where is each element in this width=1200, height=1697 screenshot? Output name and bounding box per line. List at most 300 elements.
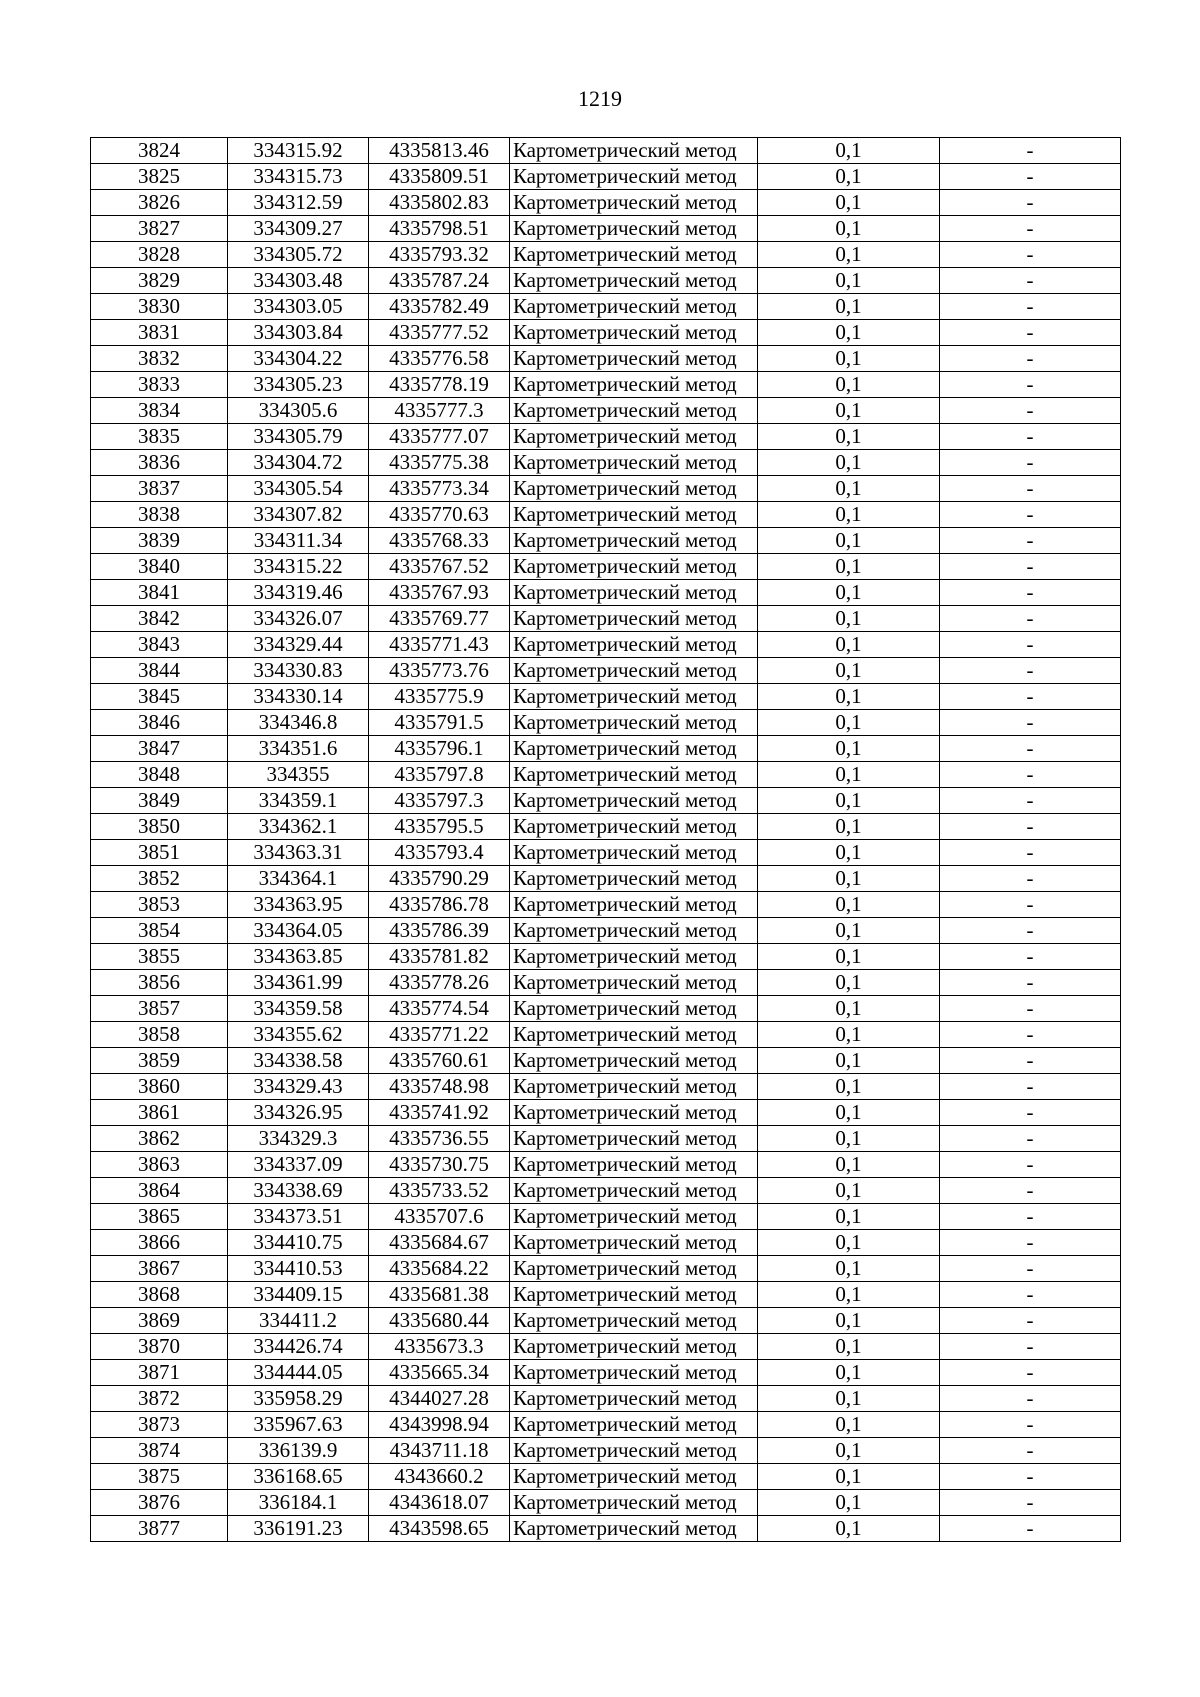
accuracy-cell: 0,1 bbox=[758, 684, 940, 710]
table-row bbox=[91, 1516, 1121, 1542]
method-cell: Картометрический метод bbox=[510, 866, 758, 892]
table-row bbox=[91, 1386, 1121, 1412]
y-coordinate-cell: 4335777.3 bbox=[369, 398, 510, 424]
method-cell: Картометрический метод bbox=[510, 762, 758, 788]
method-cell: Картометрический метод bbox=[510, 918, 758, 944]
point-number-cell: 3830 bbox=[91, 294, 228, 320]
table-row bbox=[91, 1178, 1121, 1204]
table-row bbox=[91, 1204, 1121, 1230]
accuracy-cell: 0,1 bbox=[758, 944, 940, 970]
accuracy-cell: 0,1 bbox=[758, 866, 940, 892]
accuracy-cell: 0,1 bbox=[758, 1516, 940, 1542]
y-coordinate-cell: 4343598.65 bbox=[369, 1516, 510, 1542]
description-cell: - bbox=[940, 372, 1121, 398]
point-number-cell: 3858 bbox=[91, 1022, 228, 1048]
accuracy-cell: 0,1 bbox=[758, 762, 940, 788]
table-row bbox=[91, 580, 1121, 606]
method-cell: Картометрический метод bbox=[510, 242, 758, 268]
point-number-cell: 3867 bbox=[91, 1256, 228, 1282]
point-number-cell: 3838 bbox=[91, 502, 228, 528]
point-number-cell: 3863 bbox=[91, 1152, 228, 1178]
method-cell: Картометрический метод bbox=[510, 190, 758, 216]
x-coordinate-cell: 334319.46 bbox=[228, 580, 369, 606]
table-row bbox=[91, 632, 1121, 658]
method-cell: Картометрический метод bbox=[510, 736, 758, 762]
x-coordinate-cell: 334364.05 bbox=[228, 918, 369, 944]
method-cell: Картометрический метод bbox=[510, 970, 758, 996]
x-coordinate-cell: 334315.22 bbox=[228, 554, 369, 580]
method-cell: Картометрический метод bbox=[510, 502, 758, 528]
x-coordinate-cell: 334337.09 bbox=[228, 1152, 369, 1178]
description-cell: - bbox=[940, 1334, 1121, 1360]
description-cell: - bbox=[940, 710, 1121, 736]
point-number-cell: 3873 bbox=[91, 1412, 228, 1438]
accuracy-cell: 0,1 bbox=[758, 632, 940, 658]
y-coordinate-cell: 4335673.3 bbox=[369, 1334, 510, 1360]
description-cell: - bbox=[940, 1386, 1121, 1412]
x-coordinate-cell: 334326.07 bbox=[228, 606, 369, 632]
table-row bbox=[91, 372, 1121, 398]
accuracy-cell: 0,1 bbox=[758, 814, 940, 840]
description-cell: - bbox=[940, 1022, 1121, 1048]
method-cell: Картометрический метод bbox=[510, 528, 758, 554]
point-number-cell: 3854 bbox=[91, 918, 228, 944]
y-coordinate-cell: 4343618.07 bbox=[369, 1490, 510, 1516]
y-coordinate-cell: 4335775.38 bbox=[369, 450, 510, 476]
point-number-cell: 3855 bbox=[91, 944, 228, 970]
table-row bbox=[91, 424, 1121, 450]
accuracy-cell: 0,1 bbox=[758, 502, 940, 528]
x-coordinate-cell: 334338.69 bbox=[228, 1178, 369, 1204]
method-cell: Картометрический метод bbox=[510, 1464, 758, 1490]
y-coordinate-cell: 4335793.4 bbox=[369, 840, 510, 866]
accuracy-cell: 0,1 bbox=[758, 450, 940, 476]
table-row bbox=[91, 996, 1121, 1022]
point-number-cell: 3874 bbox=[91, 1438, 228, 1464]
point-number-cell: 3832 bbox=[91, 346, 228, 372]
accuracy-cell: 0,1 bbox=[758, 346, 940, 372]
x-coordinate-cell: 334444.05 bbox=[228, 1360, 369, 1386]
table-row bbox=[91, 840, 1121, 866]
y-coordinate-cell: 4335778.19 bbox=[369, 372, 510, 398]
y-coordinate-cell: 4335684.67 bbox=[369, 1230, 510, 1256]
method-cell: Картометрический метод bbox=[510, 658, 758, 684]
accuracy-cell: 0,1 bbox=[758, 736, 940, 762]
accuracy-cell: 0,1 bbox=[758, 1256, 940, 1282]
point-number-cell: 3836 bbox=[91, 450, 228, 476]
description-cell: - bbox=[940, 1490, 1121, 1516]
x-coordinate-cell: 334303.48 bbox=[228, 268, 369, 294]
method-cell: Картометрический метод bbox=[510, 1152, 758, 1178]
method-cell: Картометрический метод bbox=[510, 346, 758, 372]
point-number-cell: 3877 bbox=[91, 1516, 228, 1542]
x-coordinate-cell: 334426.74 bbox=[228, 1334, 369, 1360]
x-coordinate-cell: 336184.1 bbox=[228, 1490, 369, 1516]
accuracy-cell: 0,1 bbox=[758, 1282, 940, 1308]
table-row bbox=[91, 294, 1121, 320]
table-row bbox=[91, 1022, 1121, 1048]
description-cell: - bbox=[940, 1282, 1121, 1308]
x-coordinate-cell: 334315.73 bbox=[228, 164, 369, 190]
x-coordinate-cell: 334411.2 bbox=[228, 1308, 369, 1334]
description-cell: - bbox=[940, 736, 1121, 762]
table-row bbox=[91, 1282, 1121, 1308]
method-cell: Картометрический метод bbox=[510, 1204, 758, 1230]
description-cell: - bbox=[940, 684, 1121, 710]
point-number-cell: 3857 bbox=[91, 996, 228, 1022]
x-coordinate-cell: 334338.58 bbox=[228, 1048, 369, 1074]
description-cell: - bbox=[940, 502, 1121, 528]
y-coordinate-cell: 4335767.93 bbox=[369, 580, 510, 606]
x-coordinate-cell: 334307.82 bbox=[228, 502, 369, 528]
description-cell: - bbox=[940, 216, 1121, 242]
method-cell: Картометрический метод bbox=[510, 684, 758, 710]
accuracy-cell: 0,1 bbox=[758, 190, 940, 216]
table-row bbox=[91, 346, 1121, 372]
description-cell: - bbox=[940, 788, 1121, 814]
method-cell: Картометрический метод bbox=[510, 1230, 758, 1256]
accuracy-cell: 0,1 bbox=[758, 1412, 940, 1438]
table-row bbox=[91, 1438, 1121, 1464]
accuracy-cell: 0,1 bbox=[758, 424, 940, 450]
y-coordinate-cell: 4335680.44 bbox=[369, 1308, 510, 1334]
x-coordinate-cell: 334305.79 bbox=[228, 424, 369, 450]
accuracy-cell: 0,1 bbox=[758, 1230, 940, 1256]
accuracy-cell: 0,1 bbox=[758, 580, 940, 606]
accuracy-cell: 0,1 bbox=[758, 1308, 940, 1334]
description-cell: - bbox=[940, 242, 1121, 268]
x-coordinate-cell: 334362.1 bbox=[228, 814, 369, 840]
y-coordinate-cell: 4344027.28 bbox=[369, 1386, 510, 1412]
x-coordinate-cell: 334351.6 bbox=[228, 736, 369, 762]
y-coordinate-cell: 4335786.39 bbox=[369, 918, 510, 944]
method-cell: Картометрический метод bbox=[510, 372, 758, 398]
y-coordinate-cell: 4335771.22 bbox=[369, 1022, 510, 1048]
method-cell: Картометрический метод bbox=[510, 1100, 758, 1126]
table-row bbox=[91, 320, 1121, 346]
y-coordinate-cell: 4335790.29 bbox=[369, 866, 510, 892]
method-cell: Картометрический метод bbox=[510, 398, 758, 424]
y-coordinate-cell: 4343660.2 bbox=[369, 1464, 510, 1490]
table-row bbox=[91, 684, 1121, 710]
x-coordinate-cell: 336168.65 bbox=[228, 1464, 369, 1490]
method-cell: Картометрический метод bbox=[510, 424, 758, 450]
x-coordinate-cell: 336191.23 bbox=[228, 1516, 369, 1542]
point-number-cell: 3856 bbox=[91, 970, 228, 996]
method-cell: Картометрический метод bbox=[510, 1516, 758, 1542]
point-number-cell: 3853 bbox=[91, 892, 228, 918]
point-number-cell: 3868 bbox=[91, 1282, 228, 1308]
table-row bbox=[91, 710, 1121, 736]
x-coordinate-cell: 334355.62 bbox=[228, 1022, 369, 1048]
x-coordinate-cell: 334363.95 bbox=[228, 892, 369, 918]
description-cell: - bbox=[940, 814, 1121, 840]
y-coordinate-cell: 4335730.75 bbox=[369, 1152, 510, 1178]
point-number-cell: 3851 bbox=[91, 840, 228, 866]
table-row bbox=[91, 814, 1121, 840]
y-coordinate-cell: 4335770.63 bbox=[369, 502, 510, 528]
point-number-cell: 3866 bbox=[91, 1230, 228, 1256]
description-cell: - bbox=[940, 1048, 1121, 1074]
point-number-cell: 3839 bbox=[91, 528, 228, 554]
coordinates-table bbox=[90, 137, 1121, 1542]
point-number-cell: 3871 bbox=[91, 1360, 228, 1386]
x-coordinate-cell: 334346.8 bbox=[228, 710, 369, 736]
description-cell: - bbox=[940, 320, 1121, 346]
table-row bbox=[91, 1360, 1121, 1386]
x-coordinate-cell: 335967.63 bbox=[228, 1412, 369, 1438]
description-cell: - bbox=[940, 1360, 1121, 1386]
method-cell: Картометрический метод bbox=[510, 138, 758, 164]
method-cell: Картометрический метод bbox=[510, 1360, 758, 1386]
table-row bbox=[91, 138, 1121, 164]
accuracy-cell: 0,1 bbox=[758, 1100, 940, 1126]
y-coordinate-cell: 4335786.78 bbox=[369, 892, 510, 918]
x-coordinate-cell: 334363.31 bbox=[228, 840, 369, 866]
table-row bbox=[91, 606, 1121, 632]
y-coordinate-cell: 4335741.92 bbox=[369, 1100, 510, 1126]
x-coordinate-cell: 334359.1 bbox=[228, 788, 369, 814]
table-row bbox=[91, 1074, 1121, 1100]
x-coordinate-cell: 334326.95 bbox=[228, 1100, 369, 1126]
method-cell: Картометрический метод bbox=[510, 1178, 758, 1204]
table-row bbox=[91, 398, 1121, 424]
point-number-cell: 3841 bbox=[91, 580, 228, 606]
x-coordinate-cell: 334359.58 bbox=[228, 996, 369, 1022]
method-cell: Картометрический метод bbox=[510, 814, 758, 840]
y-coordinate-cell: 4335768.33 bbox=[369, 528, 510, 554]
point-number-cell: 3824 bbox=[91, 138, 228, 164]
x-coordinate-cell: 335958.29 bbox=[228, 1386, 369, 1412]
method-cell: Картометрический метод bbox=[510, 892, 758, 918]
method-cell: Картометрический метод bbox=[510, 1334, 758, 1360]
x-coordinate-cell: 334330.83 bbox=[228, 658, 369, 684]
table-row bbox=[91, 892, 1121, 918]
description-cell: - bbox=[940, 1074, 1121, 1100]
accuracy-cell: 0,1 bbox=[758, 138, 940, 164]
x-coordinate-cell: 336139.9 bbox=[228, 1438, 369, 1464]
point-number-cell: 3833 bbox=[91, 372, 228, 398]
description-cell: - bbox=[940, 970, 1121, 996]
description-cell: - bbox=[940, 1438, 1121, 1464]
table-row bbox=[91, 190, 1121, 216]
x-coordinate-cell: 334305.54 bbox=[228, 476, 369, 502]
description-cell: - bbox=[940, 892, 1121, 918]
description-cell: - bbox=[940, 476, 1121, 502]
accuracy-cell: 0,1 bbox=[758, 398, 940, 424]
y-coordinate-cell: 4335771.43 bbox=[369, 632, 510, 658]
table-row bbox=[91, 866, 1121, 892]
point-number-cell: 3849 bbox=[91, 788, 228, 814]
table-row bbox=[91, 554, 1121, 580]
description-cell: - bbox=[940, 398, 1121, 424]
x-coordinate-cell: 334373.51 bbox=[228, 1204, 369, 1230]
accuracy-cell: 0,1 bbox=[758, 528, 940, 554]
accuracy-cell: 0,1 bbox=[758, 1204, 940, 1230]
point-number-cell: 3842 bbox=[91, 606, 228, 632]
method-cell: Картометрический метод bbox=[510, 710, 758, 736]
coordinates-table-body bbox=[91, 138, 1121, 1542]
table-row bbox=[91, 788, 1121, 814]
method-cell: Картометрический метод bbox=[510, 788, 758, 814]
accuracy-cell: 0,1 bbox=[758, 164, 940, 190]
point-number-cell: 3862 bbox=[91, 1126, 228, 1152]
y-coordinate-cell: 4335797.8 bbox=[369, 762, 510, 788]
x-coordinate-cell: 334304.72 bbox=[228, 450, 369, 476]
description-cell: - bbox=[940, 762, 1121, 788]
x-coordinate-cell: 334329.43 bbox=[228, 1074, 369, 1100]
table-row bbox=[91, 1126, 1121, 1152]
method-cell: Картометрический метод bbox=[510, 476, 758, 502]
description-cell: - bbox=[940, 658, 1121, 684]
description-cell: - bbox=[940, 190, 1121, 216]
description-cell: - bbox=[940, 528, 1121, 554]
description-cell: - bbox=[940, 1126, 1121, 1152]
point-number-cell: 3827 bbox=[91, 216, 228, 242]
method-cell: Картометрический метод bbox=[510, 1438, 758, 1464]
x-coordinate-cell: 334410.75 bbox=[228, 1230, 369, 1256]
y-coordinate-cell: 4335798.51 bbox=[369, 216, 510, 242]
method-cell: Картометрический метод bbox=[510, 1308, 758, 1334]
y-coordinate-cell: 4335707.6 bbox=[369, 1204, 510, 1230]
method-cell: Картометрический метод bbox=[510, 554, 758, 580]
accuracy-cell: 0,1 bbox=[758, 918, 940, 944]
x-coordinate-cell: 334330.14 bbox=[228, 684, 369, 710]
table-row bbox=[91, 1490, 1121, 1516]
method-cell: Картометрический метод bbox=[510, 580, 758, 606]
table-row bbox=[91, 658, 1121, 684]
table-row bbox=[91, 918, 1121, 944]
y-coordinate-cell: 4335787.24 bbox=[369, 268, 510, 294]
y-coordinate-cell: 4335684.22 bbox=[369, 1256, 510, 1282]
point-number-cell: 3869 bbox=[91, 1308, 228, 1334]
y-coordinate-cell: 4335795.5 bbox=[369, 814, 510, 840]
accuracy-cell: 0,1 bbox=[758, 1386, 940, 1412]
table-row bbox=[91, 944, 1121, 970]
x-coordinate-cell: 334304.22 bbox=[228, 346, 369, 372]
table-row bbox=[91, 268, 1121, 294]
accuracy-cell: 0,1 bbox=[758, 554, 940, 580]
y-coordinate-cell: 4335777.07 bbox=[369, 424, 510, 450]
x-coordinate-cell: 334312.59 bbox=[228, 190, 369, 216]
y-coordinate-cell: 4335665.34 bbox=[369, 1360, 510, 1386]
description-cell: - bbox=[940, 632, 1121, 658]
description-cell: - bbox=[940, 944, 1121, 970]
accuracy-cell: 0,1 bbox=[758, 1464, 940, 1490]
accuracy-cell: 0,1 bbox=[758, 476, 940, 502]
description-cell: - bbox=[940, 580, 1121, 606]
point-number-cell: 3825 bbox=[91, 164, 228, 190]
table-row bbox=[91, 242, 1121, 268]
method-cell: Картометрический метод bbox=[510, 840, 758, 866]
y-coordinate-cell: 4335782.49 bbox=[369, 294, 510, 320]
table-row bbox=[91, 1334, 1121, 1360]
description-cell: - bbox=[940, 1516, 1121, 1542]
point-number-cell: 3826 bbox=[91, 190, 228, 216]
x-coordinate-cell: 334364.1 bbox=[228, 866, 369, 892]
description-cell: - bbox=[940, 424, 1121, 450]
accuracy-cell: 0,1 bbox=[758, 1022, 940, 1048]
x-coordinate-cell: 334305.23 bbox=[228, 372, 369, 398]
point-number-cell: 3835 bbox=[91, 424, 228, 450]
x-coordinate-cell: 334361.99 bbox=[228, 970, 369, 996]
point-number-cell: 3847 bbox=[91, 736, 228, 762]
point-number-cell: 3865 bbox=[91, 1204, 228, 1230]
x-coordinate-cell: 334363.85 bbox=[228, 944, 369, 970]
description-cell: - bbox=[940, 918, 1121, 944]
method-cell: Картометрический метод bbox=[510, 996, 758, 1022]
description-cell: - bbox=[940, 554, 1121, 580]
description-cell: - bbox=[940, 1464, 1121, 1490]
y-coordinate-cell: 4335769.77 bbox=[369, 606, 510, 632]
method-cell: Картометрический метод bbox=[510, 216, 758, 242]
y-coordinate-cell: 4335773.34 bbox=[369, 476, 510, 502]
table-row bbox=[91, 528, 1121, 554]
description-cell: - bbox=[940, 1100, 1121, 1126]
accuracy-cell: 0,1 bbox=[758, 1074, 940, 1100]
x-coordinate-cell: 334329.3 bbox=[228, 1126, 369, 1152]
table-row bbox=[91, 476, 1121, 502]
y-coordinate-cell: 4335736.55 bbox=[369, 1126, 510, 1152]
table-row bbox=[91, 1412, 1121, 1438]
point-number-cell: 3876 bbox=[91, 1490, 228, 1516]
point-number-cell: 3864 bbox=[91, 1178, 228, 1204]
method-cell: Картометрический метод bbox=[510, 944, 758, 970]
point-number-cell: 3831 bbox=[91, 320, 228, 346]
y-coordinate-cell: 4335809.51 bbox=[369, 164, 510, 190]
accuracy-cell: 0,1 bbox=[758, 710, 940, 736]
point-number-cell: 3828 bbox=[91, 242, 228, 268]
method-cell: Картометрический метод bbox=[510, 1022, 758, 1048]
description-cell: - bbox=[940, 1178, 1121, 1204]
y-coordinate-cell: 4343998.94 bbox=[369, 1412, 510, 1438]
accuracy-cell: 0,1 bbox=[758, 606, 940, 632]
table-row bbox=[91, 450, 1121, 476]
method-cell: Картометрический метод bbox=[510, 320, 758, 346]
point-number-cell: 3837 bbox=[91, 476, 228, 502]
y-coordinate-cell: 4335775.9 bbox=[369, 684, 510, 710]
method-cell: Картометрический метод bbox=[510, 1256, 758, 1282]
accuracy-cell: 0,1 bbox=[758, 242, 940, 268]
y-coordinate-cell: 4335797.3 bbox=[369, 788, 510, 814]
y-coordinate-cell: 4343711.18 bbox=[369, 1438, 510, 1464]
description-cell: - bbox=[940, 1204, 1121, 1230]
description-cell: - bbox=[940, 138, 1121, 164]
point-number-cell: 3845 bbox=[91, 684, 228, 710]
point-number-cell: 3829 bbox=[91, 268, 228, 294]
x-coordinate-cell: 334355 bbox=[228, 762, 369, 788]
y-coordinate-cell: 4335760.61 bbox=[369, 1048, 510, 1074]
accuracy-cell: 0,1 bbox=[758, 1178, 940, 1204]
y-coordinate-cell: 4335774.54 bbox=[369, 996, 510, 1022]
y-coordinate-cell: 4335778.26 bbox=[369, 970, 510, 996]
y-coordinate-cell: 4335733.52 bbox=[369, 1178, 510, 1204]
method-cell: Картометрический метод bbox=[510, 164, 758, 190]
y-coordinate-cell: 4335791.5 bbox=[369, 710, 510, 736]
description-cell: - bbox=[940, 1256, 1121, 1282]
table-row bbox=[91, 1048, 1121, 1074]
description-cell: - bbox=[940, 996, 1121, 1022]
table-row bbox=[91, 970, 1121, 996]
method-cell: Картометрический метод bbox=[510, 1412, 758, 1438]
accuracy-cell: 0,1 bbox=[758, 1334, 940, 1360]
accuracy-cell: 0,1 bbox=[758, 268, 940, 294]
y-coordinate-cell: 4335777.52 bbox=[369, 320, 510, 346]
x-coordinate-cell: 334410.53 bbox=[228, 1256, 369, 1282]
accuracy-cell: 0,1 bbox=[758, 1152, 940, 1178]
y-coordinate-cell: 4335796.1 bbox=[369, 736, 510, 762]
table-row bbox=[91, 1152, 1121, 1178]
